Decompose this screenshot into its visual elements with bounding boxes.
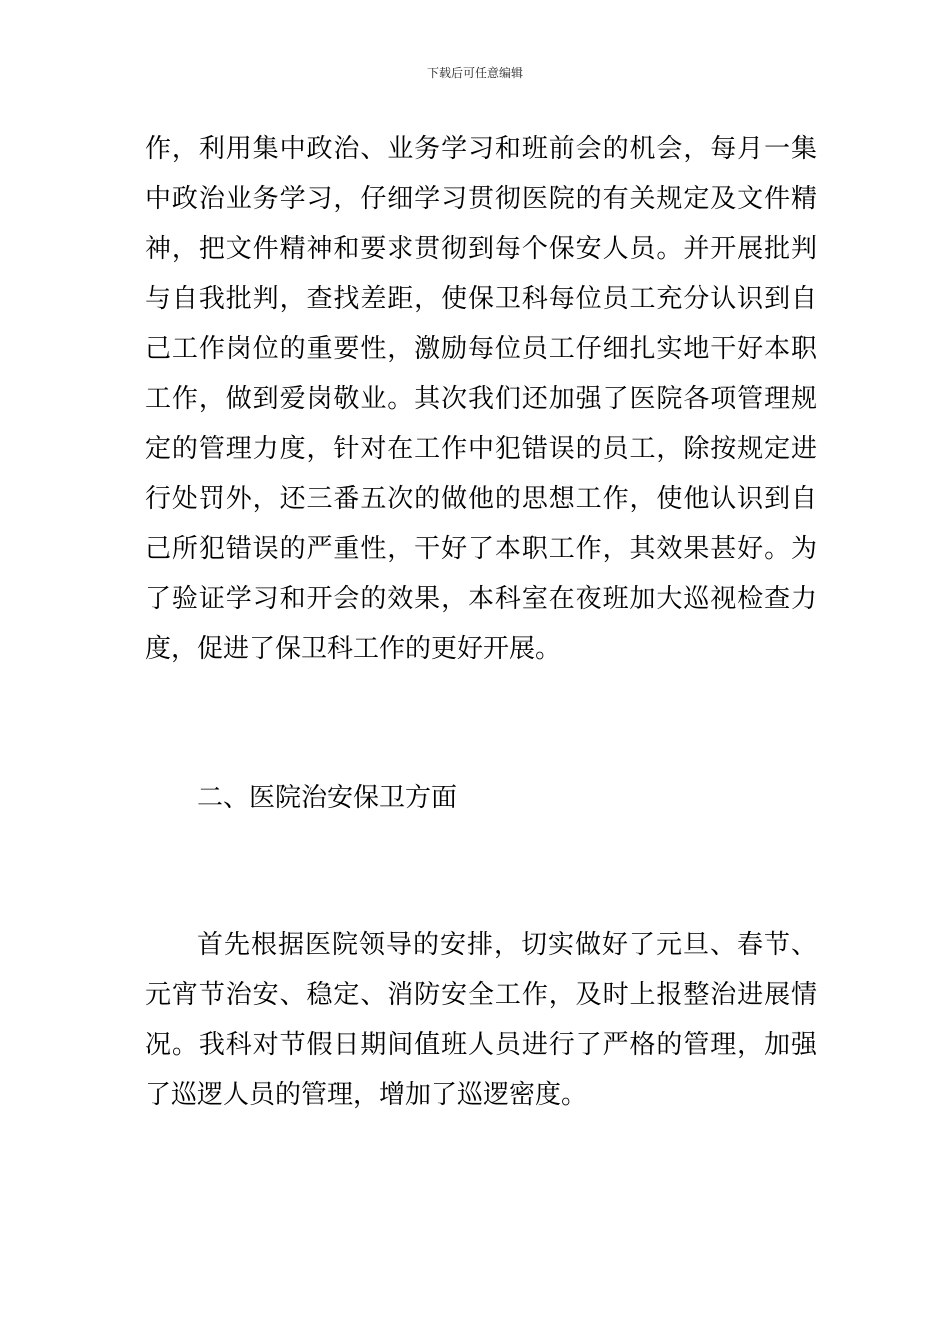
page-header-note: 下载后可任意编辑 bbox=[426, 66, 523, 80]
body-paragraph-2: 首先根据医院领导的安排，切实做好了元旦、春节、元宵节治安、稳定、消防安全工作，及时上报整治进展情况。我科对节假日期间值班人员进行了严格的管理，加强了巡逻人员的管理，增加了巡逻密度。 bbox=[145, 930, 817, 1110]
section-heading: 二、医院治安保卫方面 bbox=[197, 783, 458, 813]
body-paragraph-1: 作，利用集中政治、业务学习和班前会的机会，每月一集中政治业务学习，仔细学习贯彻医院的有关规定及文件精神，把文件精神和要求贯彻到每个保安人员。并开展批判与自我批判，查找差距，使保卫科每位员工充分认识到自己工作岗位的重要性，激励每位员工仔细扎实地干好本职工作，做到爱岗敬业。其次我们还加强了医院各项管理规定的管理力度，针对在工作中犯错误的员工，除按规定进行处罚外，还三番五次的做他的思想工作，使他认识到自己所犯错误的严重性，干好了本职工作，其效果甚好。为了验证学习和开会的效果，本科室在夜班加大巡视检查力度，促进了保卫科工作的更好开展。 bbox=[145, 134, 817, 664]
